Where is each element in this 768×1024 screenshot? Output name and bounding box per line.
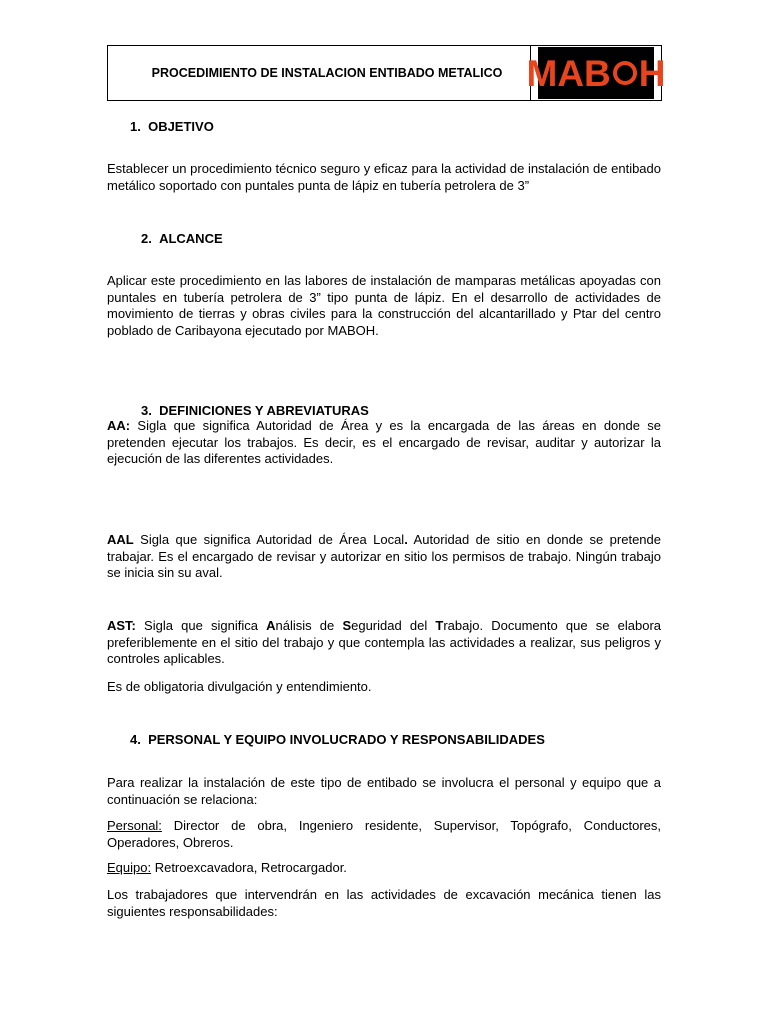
section-title: OBJETIVO (148, 119, 214, 134)
equipo-list (107, 860, 661, 877)
section-heading-definiciones (141, 403, 369, 418)
logo-cell (526, 46, 666, 100)
company-logo (526, 47, 666, 99)
definition-text: eguridad del (351, 618, 436, 633)
definition-ast (107, 618, 661, 668)
definition-text: Sigla que significa Autoridad de Área Local (133, 532, 405, 547)
definition-text: nálisis de (275, 618, 343, 633)
definition-term: AAL (107, 532, 134, 547)
definition-term: AA: (107, 418, 131, 433)
acronym-letter-t: T (435, 618, 444, 633)
definition-aal (107, 532, 661, 582)
alcance-paragraph: Aplicar este procedimiento en las labores de instalación de mamparas metálicas apoyadas con puntales en tubería petrolera de 3” tipo punta de lápiz. En el desarrollo de actividades de movimiento de tierras y obras civiles para la construcción del alcantarillado y Ptar del centro poblado de Caribayona ejecutado por MABOH. (107, 273, 661, 338)
personal-intro: Para realizar la instalación de este tipo de entibado se involucra el personal y equipo que a continuación se relaciona: (107, 775, 661, 807)
definition-aa (107, 418, 661, 468)
section-number: 2. (141, 231, 152, 246)
equipo-text: Retroexcavadora, Retrocargador. (151, 860, 347, 875)
objetivo-paragraph: Establecer un procedimiento técnico seguro y eficaz para la actividad de instalación de entibado metálico soportado con puntales punta de lápiz en tubería petrolera de 3” (107, 161, 661, 193)
acronym-letter-a: A (266, 618, 276, 633)
definition-text-cont: Autoridad de sitio en donde se pretende trabajar. Es el encargado de revisar y autorizar en sitio los permisos de trabajo. Ningún trabajo se inicia sin su aval. (107, 532, 661, 580)
definition-term: AST: (107, 618, 136, 633)
section-title: ALCANCE (159, 231, 223, 246)
document-header (107, 45, 666, 101)
section-number: 1. (130, 119, 141, 134)
responsibilities-intro: Los trabajadores que intervendrán en las actividades de excavación mecánica tienen las siguientes responsabilidades: (107, 887, 661, 919)
definition-text: Sigla que significa (135, 618, 267, 633)
definition-text: rabajo. Documento que se elabora preferiblemente en el sitio del trabajo y que contempla las actividades a realizar, sus peligros y controles aplicables. (107, 618, 662, 666)
logo-o-ring (613, 61, 637, 85)
section-heading-alcance (141, 231, 223, 246)
definition-text: Sigla que significa Autoridad de Área y es la encargada de las áreas en donde se pretenden ejecutar los trabajos. Es decir, es el encargado de revisar, auditar y autorizar la ejecución de las diferentes actividades. (107, 418, 661, 466)
section-heading-personal (130, 732, 545, 747)
equipo-label: Equipo: (107, 860, 152, 875)
personal-list (107, 818, 661, 851)
document-title: PROCEDIMIENTO DE INSTALACION ENTIBADO METALICO (151, 66, 503, 80)
personal-text: Director de obra, Ingeniero residente, Supervisor, Topógrafo, Conductores, Operadores, Obreros. (107, 818, 661, 850)
obligatory-note: Es de obligatoria divulgación y entendimiento. (107, 679, 372, 694)
section-title: PERSONAL Y EQUIPO INVOLUCRADO Y RESPONSABILIDADES (148, 732, 545, 747)
section-number: 4. (130, 732, 141, 747)
definition-dot: . (404, 532, 408, 547)
section-heading-objetivo (130, 119, 214, 134)
personal-label: Personal: (107, 818, 162, 833)
logo-text: MAB H (526, 52, 666, 94)
section-number: 3. (141, 403, 152, 418)
acronym-letter-s: S (342, 618, 352, 633)
section-title: DEFINICIONES Y ABREVIATURAS (159, 403, 369, 418)
